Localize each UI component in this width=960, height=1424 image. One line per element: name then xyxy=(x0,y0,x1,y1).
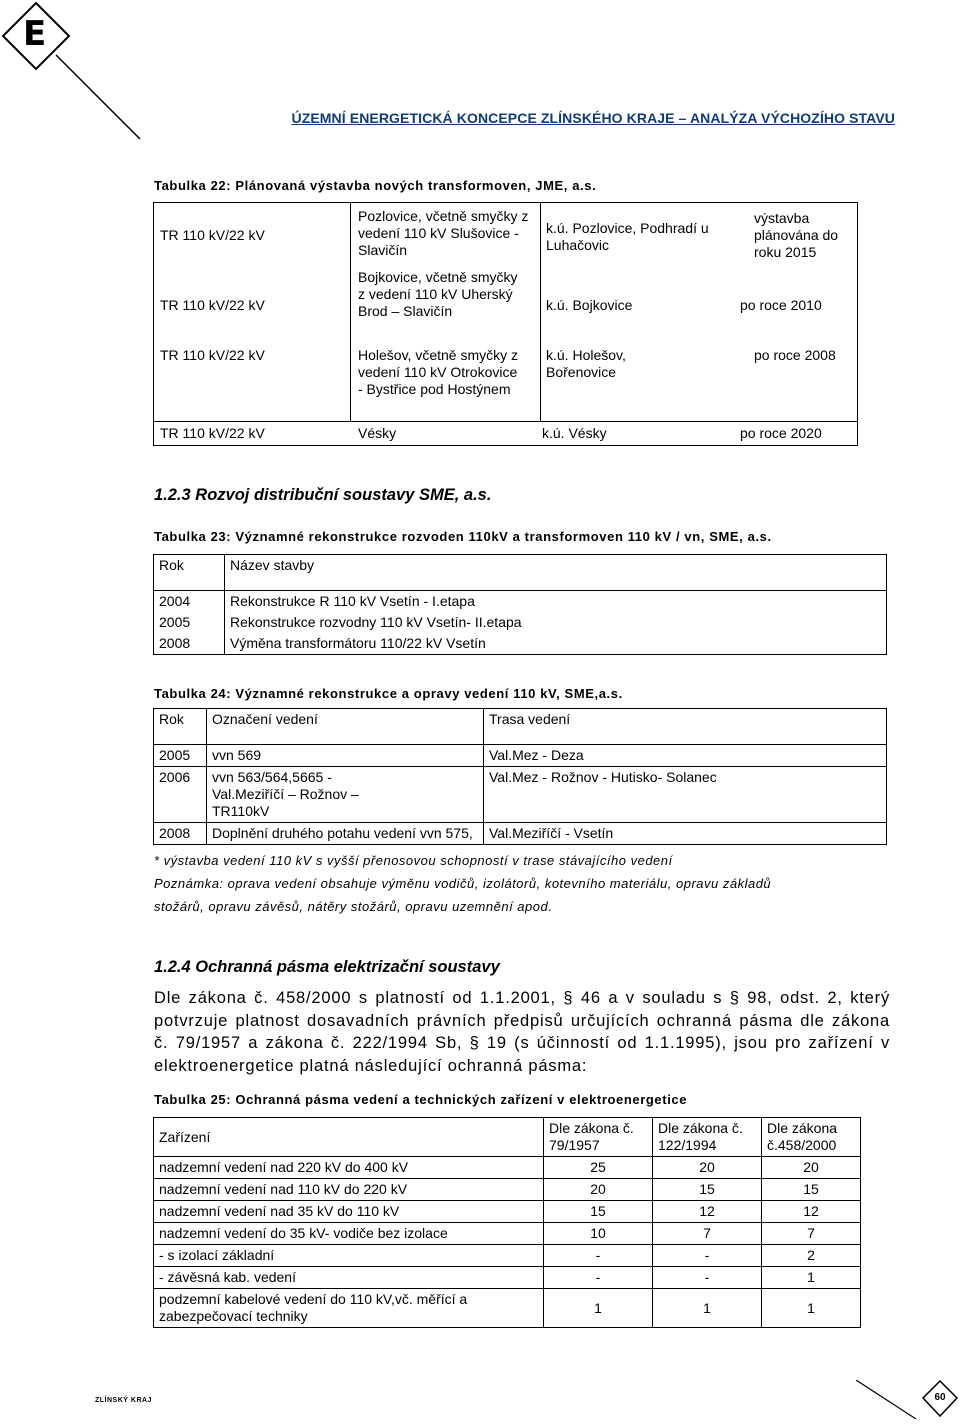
t25-val: 25 xyxy=(544,1157,653,1179)
t25-val: 15 xyxy=(544,1201,653,1223)
t25-val: 1 xyxy=(762,1289,861,1328)
t24-year: 2006 xyxy=(154,767,207,823)
t25-val: 20 xyxy=(762,1157,861,1179)
t25-val: 1 xyxy=(653,1289,762,1328)
t22-when: výstavba plánována do roku 2015 xyxy=(754,210,839,260)
t25-device: podzemní kabelové vedení do 110 kV,vč. měřící a zabezpečovací techniky xyxy=(154,1289,544,1328)
t22-when: po roce 2008 xyxy=(754,347,836,363)
t23-header-year: Rok xyxy=(154,555,225,591)
table22-caption: Tabulka 22: Plánovaná výstavba nových transformoven, JME, a.s. xyxy=(154,178,597,193)
t23-year: 2005 xyxy=(154,612,225,633)
t25-val: 10 xyxy=(544,1223,653,1245)
header-title: ÚZEMNÍ ENERGETICKÁ KONCEPCE ZLÍNSKÉHO KRAJE – ANALÝZA VÝCHOZÍHO STAVU xyxy=(291,110,895,126)
section-123-heading: 1.2.3 Rozvoj distribuční soustavy SME, a.s. xyxy=(154,486,492,504)
t25-header-device: Zařízení xyxy=(154,1118,544,1157)
t22-desc: Vésky xyxy=(358,425,397,441)
t25-val: - xyxy=(653,1245,762,1267)
table22 xyxy=(153,202,858,446)
t25-val: 15 xyxy=(653,1179,762,1201)
t23-year: 2004 xyxy=(154,591,225,613)
t24-route: Val.Meziříčí - Vsetín xyxy=(484,823,887,845)
t24-year: 2008 xyxy=(154,823,207,845)
t25-val: 2 xyxy=(762,1245,861,1267)
t25-device: nadzemní vedení nad 220 kV do 400 kV xyxy=(154,1157,544,1179)
t25-val: 20 xyxy=(653,1157,762,1179)
footer-region: ZLÍNSKÝ KRAJ xyxy=(95,1397,152,1404)
footer-decoration xyxy=(856,1380,960,1419)
table25-caption: Tabulka 25: Ochranná pásma vedení a technických zařízení v elektroenergetice xyxy=(154,1092,688,1107)
t24-line: Doplnění druhého potahu vedení vvn 575, xyxy=(207,823,484,845)
t25-device: - s izolací základní xyxy=(154,1245,544,1267)
t25-val: 15 xyxy=(762,1179,861,1201)
t25-val: 7 xyxy=(653,1223,762,1245)
t25-val: 1 xyxy=(762,1267,861,1289)
t24-header-line: Označení vedení xyxy=(207,709,484,745)
footnote: * výstavba vedení 110 kV s vyšší přenosovou schopností v trase stávajícího vedení xyxy=(154,853,673,868)
t24-header-route: Trasa vedení xyxy=(484,709,887,745)
t23-name: Výměna transformátoru 110/22 kV Vsetín xyxy=(225,633,887,655)
t25-device: nadzemní vedení nad 35 kV do 110 kV xyxy=(154,1201,544,1223)
t24-route: Val.Mez - Rožnov - Hutisko- Solanec xyxy=(484,767,887,823)
t25-device: nadzemní vedení do 35 kV- vodiče bez izolace xyxy=(154,1223,544,1245)
t22-ku: k.ú. Vésky xyxy=(542,425,607,441)
t23-name: Rekonstrukce rozvodny 110 kV Vsetín- II.etapa xyxy=(225,612,887,633)
t25-device: nadzemní vedení nad 110 kV do 220 kV xyxy=(154,1179,544,1201)
t22-type: TR 110 kV/22 kV xyxy=(160,425,265,441)
t22-ku: k.ú. Pozlovice, Podhradí u Luhačovic xyxy=(546,220,709,253)
t22-ku: k.ú. Bojkovice xyxy=(546,297,633,313)
table23-caption: Tabulka 23: Významné rekonstrukce rozvoden 110kV a transformoven 110 kV / vn, SME, a.s. xyxy=(154,529,772,544)
t22-when: po roce 2020 xyxy=(740,425,822,441)
t24-line: vvn 569 xyxy=(207,745,484,767)
t22-ku: k.ú. Holešov, Bořenovice xyxy=(546,347,626,380)
t25-val: 12 xyxy=(762,1201,861,1223)
t25-val: - xyxy=(653,1267,762,1289)
t25-header-law-1994: Dle zákona č. 122/1994 xyxy=(653,1118,762,1157)
t24-header-year: Rok xyxy=(154,709,207,745)
t24-line: vvn 563/564,5665 -Val.Meziříčí – Rožnov – TR110kV xyxy=(207,767,484,823)
t25-val: - xyxy=(544,1267,653,1289)
t22-type: TR 110 kV/22 kV xyxy=(160,297,265,313)
t22-desc: Pozlovice, včetně smyčky z vedení 110 kV Slušovice -Slavičín xyxy=(358,208,529,258)
t23-name: Rekonstrukce R 110 kV Vsetín - I.etapa xyxy=(225,591,887,613)
t25-val: 1 xyxy=(544,1289,653,1328)
t23-year: 2008 xyxy=(154,633,225,655)
t25-device: - závěsná kab. vedení xyxy=(154,1267,544,1289)
page-number: 60 xyxy=(934,1392,946,1403)
logo-letter: E xyxy=(23,14,47,54)
remark-line-1: Poznámka: oprava vedení obsahuje výměnu vodičů, izolátorů, kotevního materiálu, opravu základů xyxy=(154,876,772,891)
t23-header-name: Název stavby xyxy=(225,555,887,591)
t22-desc: Holešov, včetně smyčky z vedení 110 kV Otrokovice - Bystřice pod Hostýnem xyxy=(358,347,519,397)
remark-line-2: stožárů, opravu závěsů, nátěry stožárů, opravu uzemnění apod. xyxy=(154,899,553,914)
t25-val: 20 xyxy=(544,1179,653,1201)
t25-header-law-2000: Dle zákona č.458/2000 xyxy=(762,1118,861,1157)
t22-when: po roce 2010 xyxy=(740,297,822,313)
t24-route: Val.Mez - Deza xyxy=(484,745,887,767)
table25 xyxy=(153,1117,861,1328)
paragraph: Dle zákona č. 458/2000 s platností od 1.1.2001, § 46 a v souladu s § 98, odst. 2, který potvrzuje platnost dosavadních právních předpisů určujících ochranná pásma dle zákona č. 79/1957 a zákona č. 222/1994 Sb, § 19 (s účinností od 1.1.1995), jsou pro zařízení v elektroenergetice platná následující ochranná pásma: xyxy=(154,989,890,1075)
section-124-heading: 1.2.4 Ochranná pásma elektrizační soustavy xyxy=(154,958,500,976)
t22-type: TR 110 kV/22 kV xyxy=(160,227,265,243)
t22-desc: Bojkovice, včetně smyčky z vedení 110 kV Uherský Brod – Slavičín xyxy=(358,269,518,319)
t22-type: TR 110 kV/22 kV xyxy=(160,347,265,363)
t25-val: 12 xyxy=(653,1201,762,1223)
t25-val: 7 xyxy=(762,1223,861,1245)
t25-val: - xyxy=(544,1245,653,1267)
t25-header-law-1957: Dle zákona č. 79/1957 xyxy=(544,1118,653,1157)
table24 xyxy=(153,708,887,845)
table24-caption: Tabulka 24: Významné rekonstrukce a opravy vedení 110 kV, SME,a.s. xyxy=(154,686,623,701)
table23 xyxy=(153,554,887,655)
t24-year: 2005 xyxy=(154,745,207,767)
